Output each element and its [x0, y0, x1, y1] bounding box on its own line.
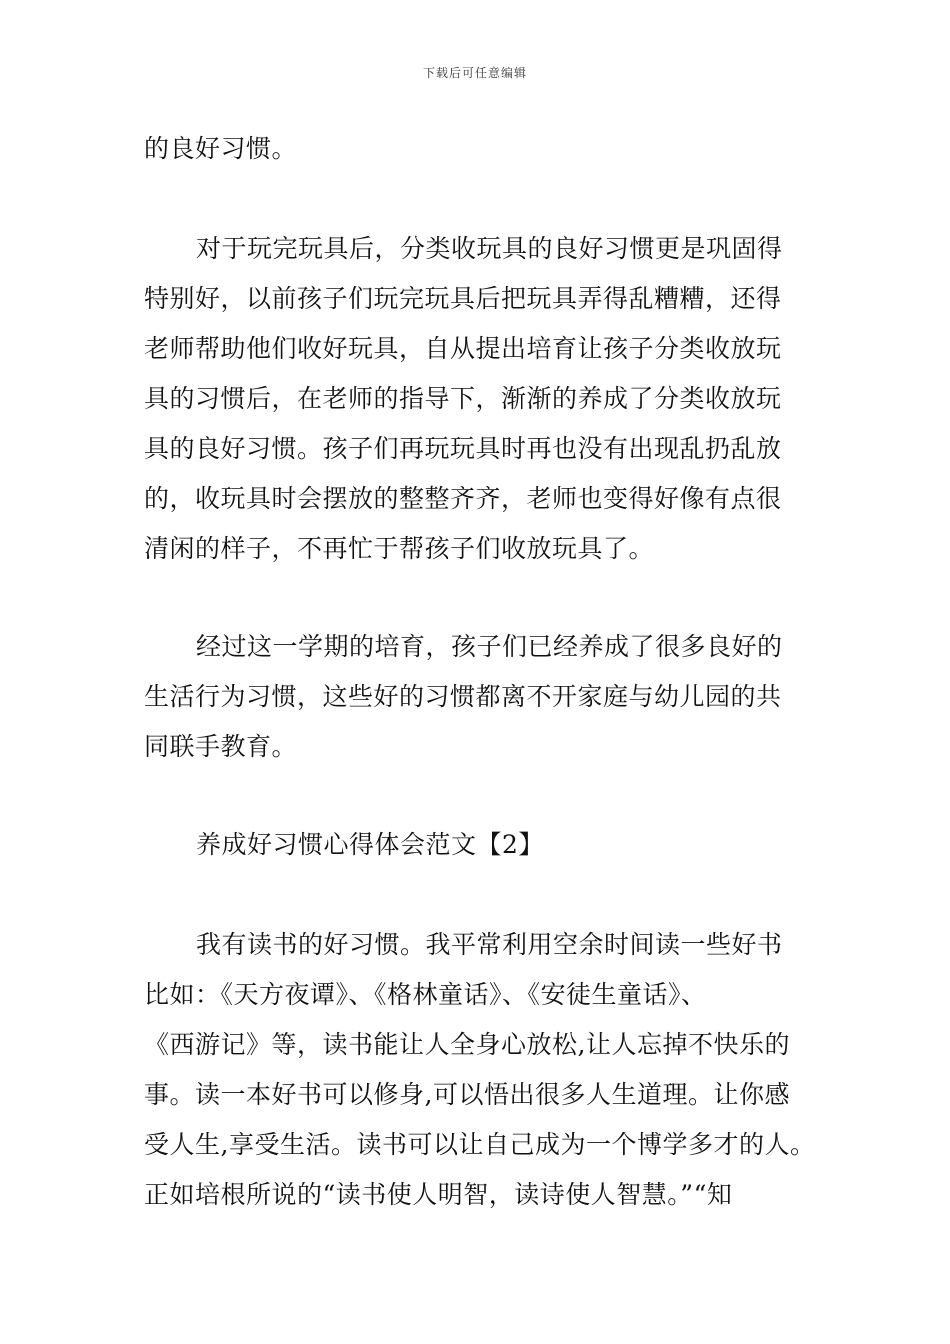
text-line: 受人生,享受生活。读书可以让自己成为一个博学多才的人。 — [144, 1130, 816, 1159]
text-line: 《西游记》等，读书能让人全身心放松,让人忘掉不快乐的 — [144, 1030, 790, 1059]
text-line: 生活行为习惯，这些好的习惯都离不开家庭与幼儿园的共 — [144, 682, 782, 711]
text-line: 特别好，以前孩子们玩完玩具后把玩具弄得乱糟糟，还得 — [144, 284, 782, 313]
text-line: 正如培根所说的“读书使人明智，读诗使人智慧。”“知 — [144, 1180, 733, 1209]
text-line: 清闲的样子，不再忙于帮孩子们收放玩具了。 — [144, 534, 655, 563]
section-heading: 养成好习惯心得体会范文【2】 — [196, 830, 544, 859]
paragraph-start-line: 对于玩完玩具后，分类收玩具的良好习惯更是巩固得 — [196, 234, 783, 263]
text-line: 的，收玩具时会摆放的整整齐齐，老师也变得好像有点很 — [144, 484, 782, 513]
page-header: 下载后可任意编辑 — [422, 66, 527, 80]
text-line: 的良好习惯。 — [144, 134, 298, 163]
text-line: 具的良好习惯。孩子们再玩玩具时再也没有出现乱扔乱放 — [144, 434, 782, 463]
text-line: 事。读一本好书可以修身,可以悟出很多人生道理。让你感 — [144, 1080, 790, 1109]
text-line: 比如：《天方夜谭》、《格林童话》、《安徒生童话》、 — [144, 980, 707, 1009]
text-line: 同联手教育。 — [144, 732, 298, 761]
paragraph-start-line: 经过这一学期的培育，孩子们已经养成了很多良好的 — [196, 632, 783, 661]
text-line: 具的习惯后，在老师的指导下，渐渐的养成了分类收放玩 — [144, 384, 782, 413]
text-line: 老师帮助他们收好玩具，自从提出培育让孩子分类收放玩 — [144, 334, 782, 363]
paragraph-start-line: 我有读书的好习惯。我平常利用空余时间读一些好书 — [196, 930, 783, 959]
